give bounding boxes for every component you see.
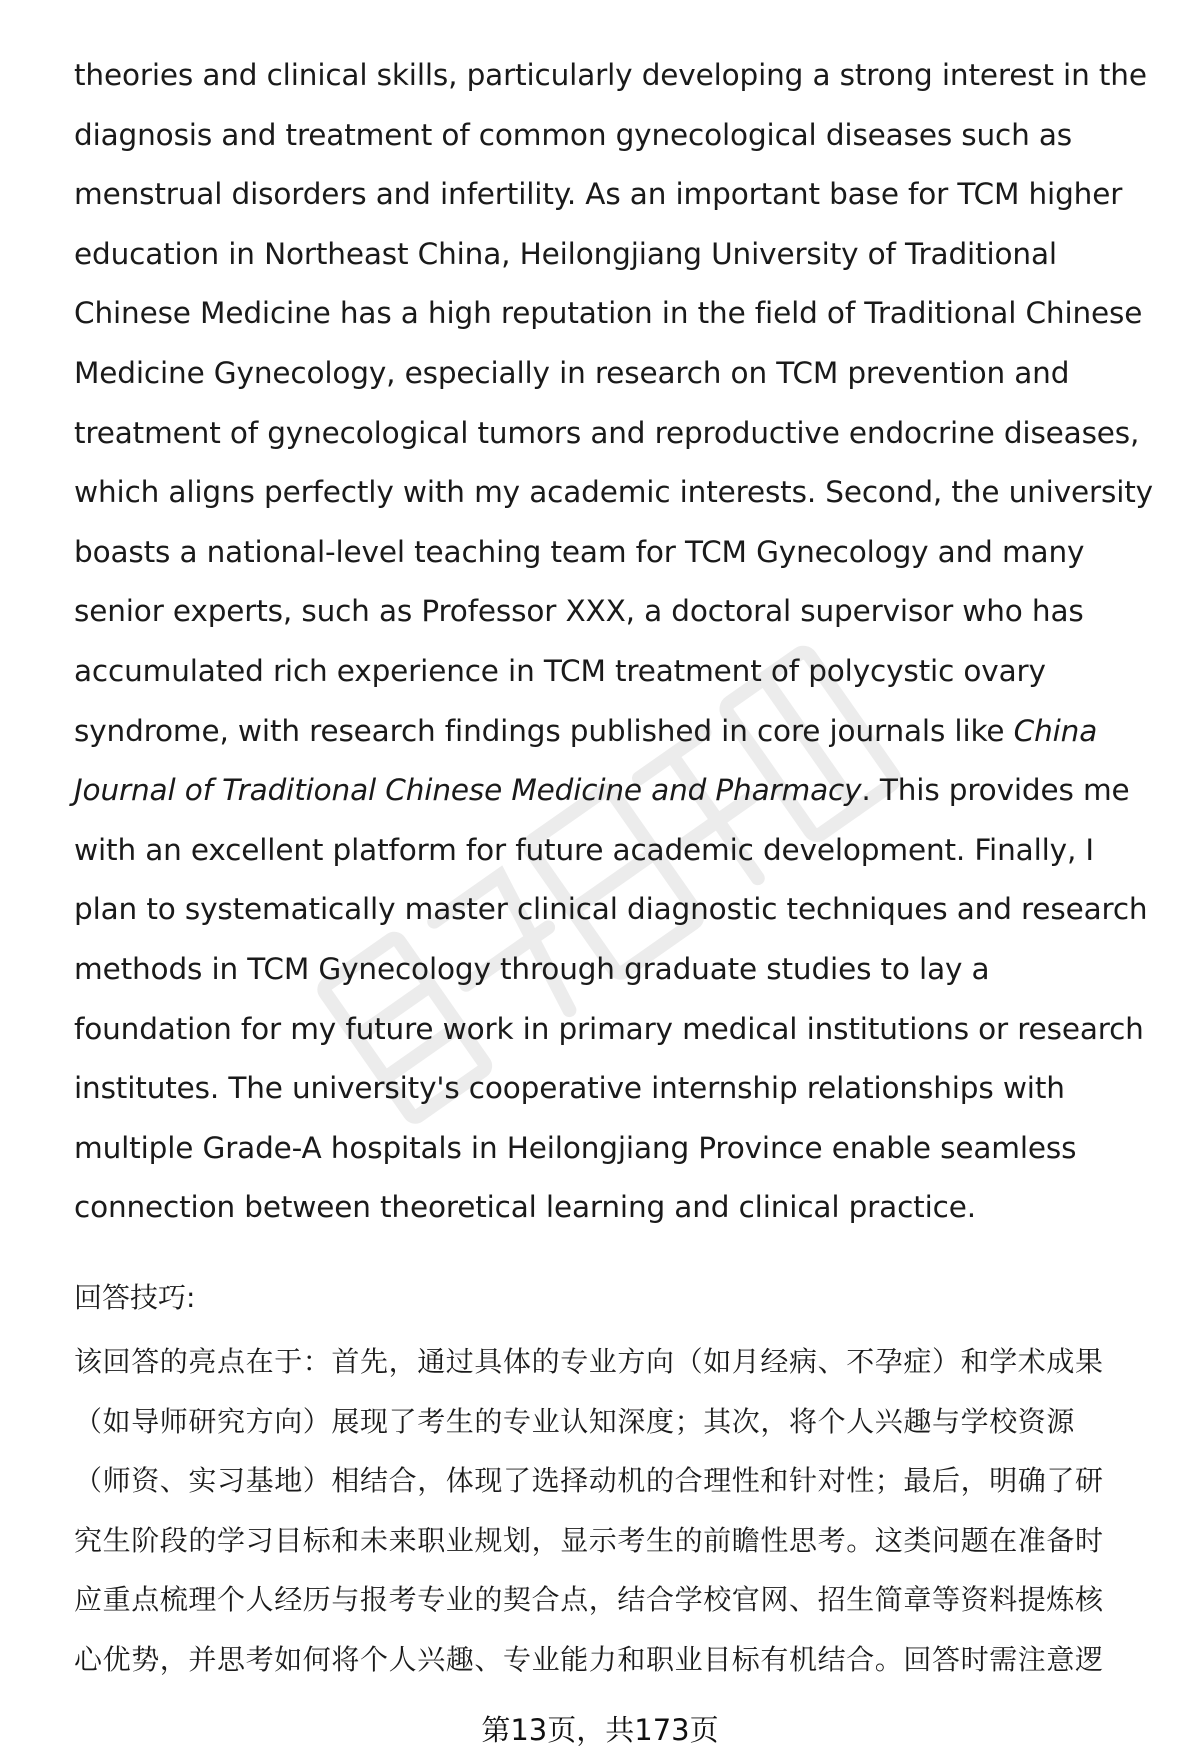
tips-line: 该回答的亮点在于：首先，通过具体的专业方向（如月经病、不孕症）和学术成果	[74, 1345, 1104, 1378]
tips-line: 心优势，并思考如何将个人兴趣、专业能力和职业目标有机结合。回答时需注意逻	[74, 1642, 1104, 1676]
tips-line: 应重点梳理个人经历与报考专业的契合点，结合学校官网、招生简章等资料提炼核	[74, 1583, 1104, 1617]
journal-title: China Journal of Traditional Chinese Medicine and Pharmacy	[74, 713, 1098, 808]
tips-line: （如导师研究方向）展现了考生的专业认知深度；其次，将个人兴趣与学校资源	[74, 1404, 1076, 1438]
paragraph-text-before-journal: theories and clinical skills, particularly developing a strong interest in the diagnosis and treatment of common gynecological diseases such as menstrual disorders and infertility. As an important base for TCM higher education in Northeast China, Heilongjiang University of Traditional Chinese Medicine has a high reputation in the field of Traditional Chinese Medicine Gynecology, especially in research on TCM prevention and treatment of gynecological tumors and reproductive endocrine diseases, which aligns perfectly with my academic interests. Second, the university boasts a national-level teaching team for TCM Gynecology and many senior experts, such as Professor XXX, a doctoral supervisor who has accumulated rich experience in TCM treatment of polycystic ovary syndrome, with research findings published in core journals like	[74, 58, 1153, 748]
page-number-footer: 第13页，共173页	[481, 1713, 719, 1747]
tips-line: （师资、实习基地）相结合，体现了选择动机的合理性和针对性；最后，明确了研	[74, 1464, 1104, 1498]
tips-line: 究生阶段的学习目标和未来职业规划，显示考生的前瞻性思考。这类问题在准备时	[74, 1523, 1104, 1557]
page-content	[74, 46, 1154, 1676]
tips-heading: 回答技巧:	[74, 1281, 196, 1314]
paragraph-text-after-journal: . This provides me with an excellent platform for future academic development. Finally, I plan to systematically master clinical diagnostic techniques and research methods in TCM Gynecology through graduate studies to lay a foundation for my future work in primary medical institutions or research institutes. The university's cooperative internship relationships with multiple Grade-A hospitals in Heilongjiang Province enable seamless connection between theoretical learning and clinical practice.	[74, 773, 1148, 1225]
tips-paragraph	[74, 1332, 1164, 1690]
body-paragraph	[74, 46, 1154, 1238]
